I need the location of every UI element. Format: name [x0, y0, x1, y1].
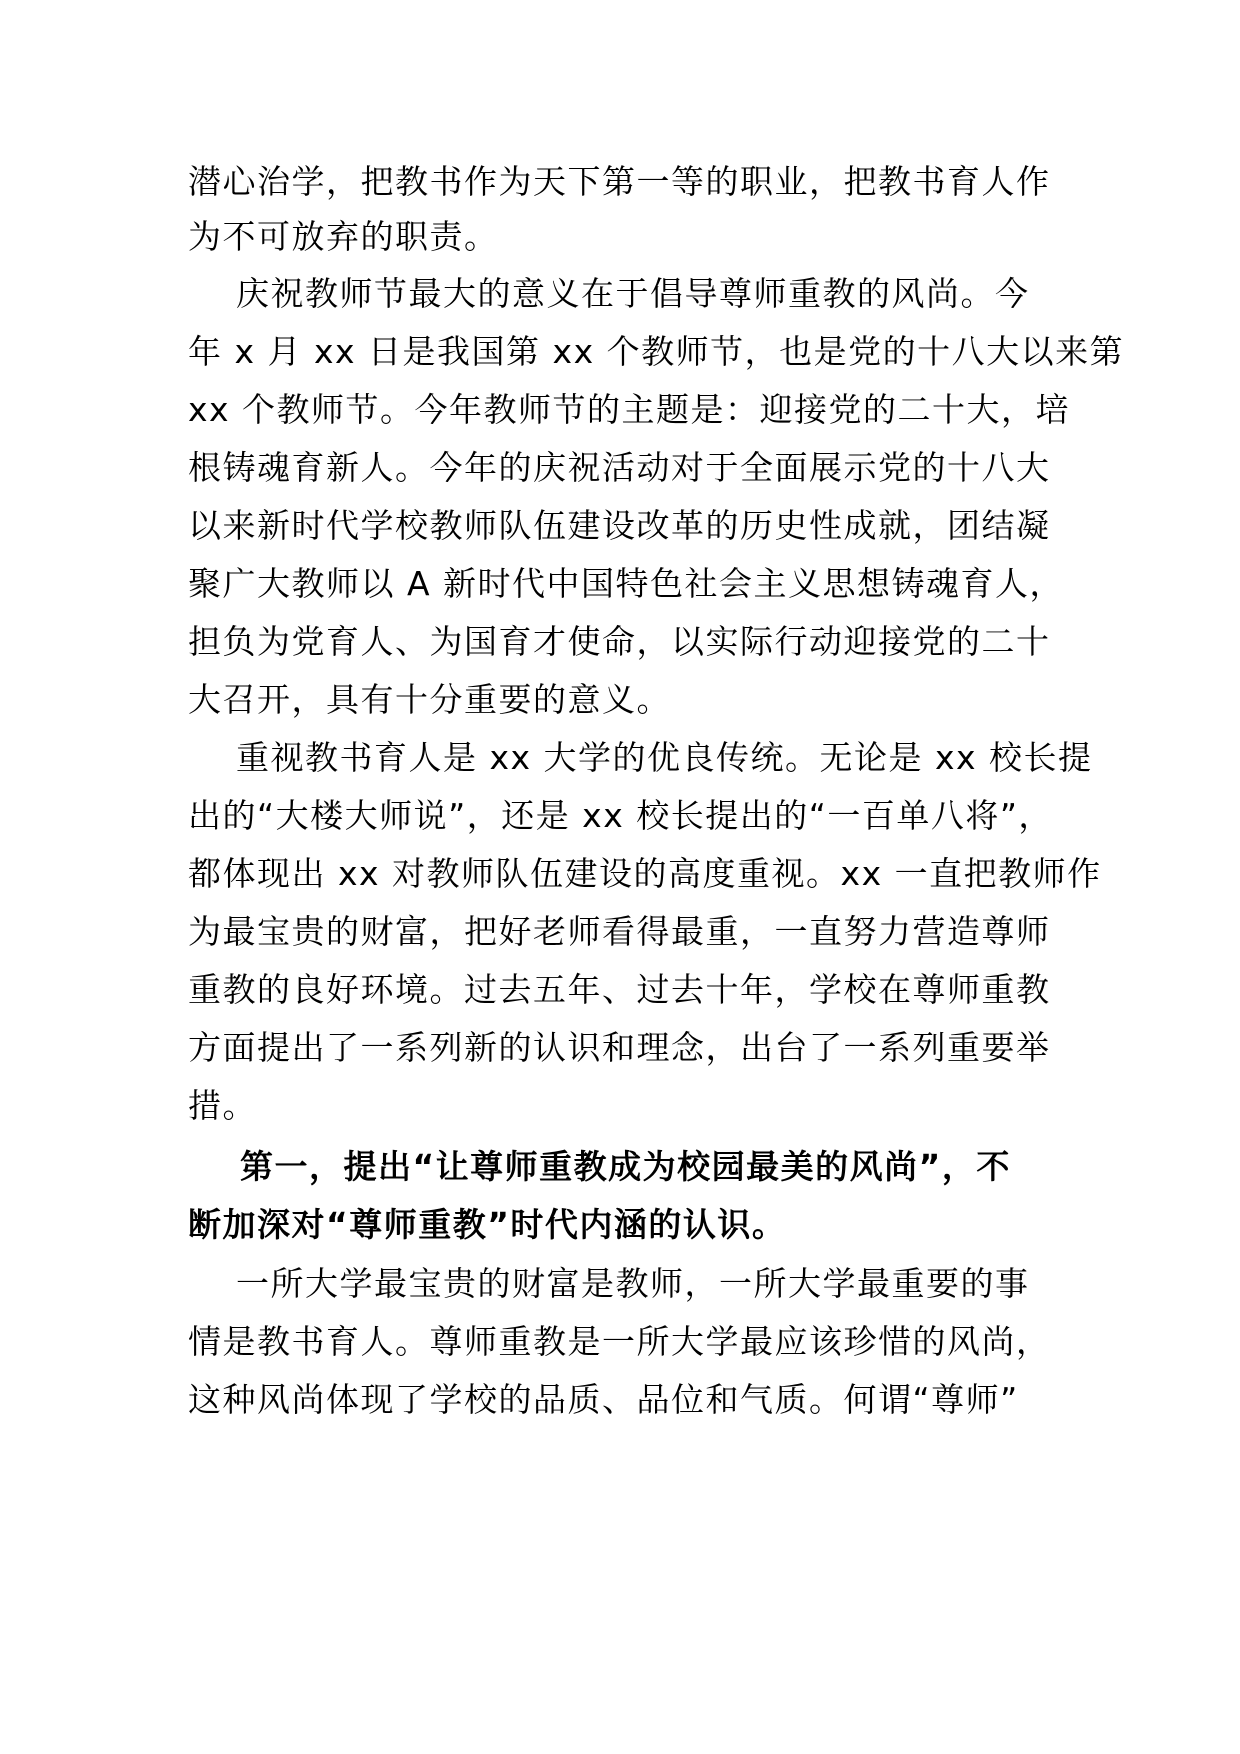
text-line: 聚广大教师以 A 新时代中国特色社会主义思想铸魂育人， [188, 564, 1065, 603]
text-line: 一所大学最宝贵的财富是教师，一所大学最重要的事 [188, 1264, 1030, 1303]
text-line: 担负为党育人、为国育才使命，以实际行动迎接党的二十 [188, 622, 1051, 661]
text-line: 庆祝教师节最大的意义在于倡导尊师重教的风尚。今 [188, 274, 1030, 313]
text-line: 重教的良好环境。过去五年、过去十年，学校在尊师重教 [188, 970, 1051, 1009]
text-line: 这种风尚体现了学校的品质、品位和气质。何谓“尊师” [188, 1380, 1019, 1419]
text-line: 情是教书育人。尊师重教是一所大学最应该珍惜的风尚， [188, 1322, 1051, 1361]
text-line: 潜心治学，把教书作为天下第一等的职业，把教书育人作 [188, 162, 1051, 201]
text-line: 重视教书育人是 xx 大学的优良传统。无论是 xx 校长提 [188, 738, 1093, 777]
section-heading-line: 第一，提出“让尊师重教成为校园最美的风尚”，不 [188, 1147, 1011, 1186]
text-line: xx 个教师节。今年教师节的主题是：迎接党的二十大，培 [188, 390, 1071, 429]
text-line: 措。 [188, 1086, 257, 1125]
text-line: 根铸魂育新人。今年的庆祝活动对于全面展示党的十八大 [188, 448, 1051, 487]
text-line: 为不可放弃的职责。 [188, 217, 499, 256]
text-line: 出的“大楼大师说”，还是 xx 校长提出的“一百单八将”， [188, 796, 1053, 835]
text-line: 年 x 月 xx 日是我国第 xx 个教师节，也是党的十八大以来第 [188, 332, 1125, 371]
text-line: 方面提出了一系列新的认识和理念，出台了一系列重要举 [188, 1028, 1051, 1067]
text-line: 为最宝贵的财富，把好老师看得最重，一直努力营造尊师 [188, 912, 1051, 951]
text-line: 都体现出 xx 对教师队伍建设的高度重视。xx 一直把教师作 [188, 854, 1102, 893]
text-line: 大召开，具有十分重要的意义。 [188, 680, 671, 719]
text-line: 以来新时代学校教师队伍建设改革的历史性成就，团结凝 [188, 506, 1051, 545]
section-heading-line: 断加深对“尊师重教”时代内涵的认识。 [188, 1205, 787, 1244]
